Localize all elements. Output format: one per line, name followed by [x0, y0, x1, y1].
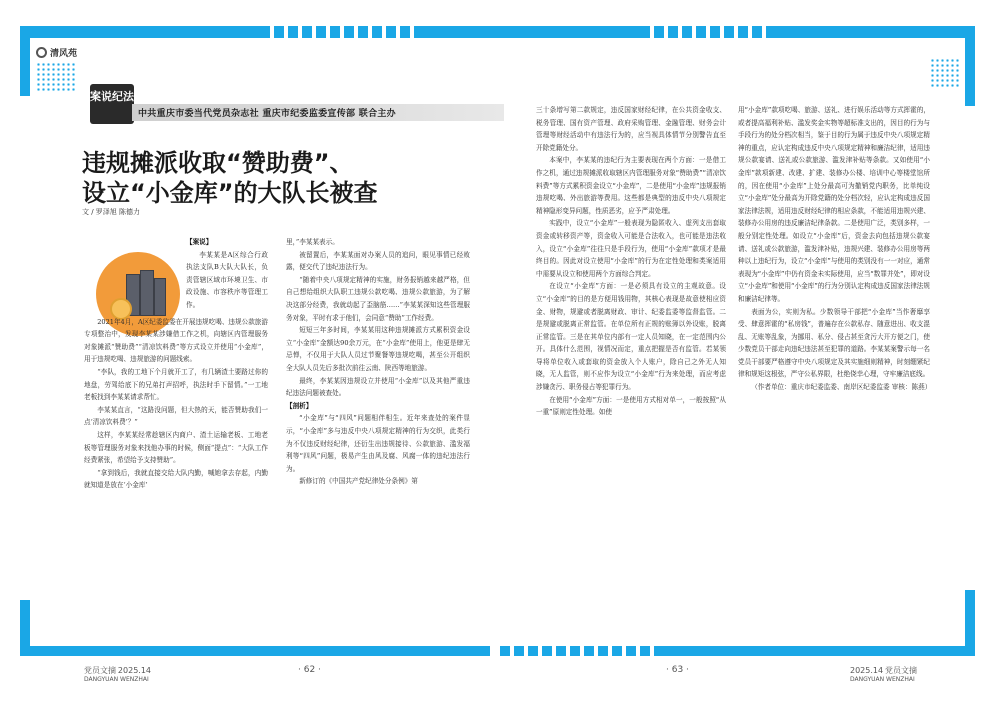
paragraph: 在设立“小金库”方面：一是必须具有设立的主观故意。设立“小金库”的目的是方便用钱用物，其核心表现是故意使相应资金、财物，规避或者脱离财政、审计、纪委监委等监督监管。二是规避或脱离正常监管。在单位所有正规的账簿以外设账，脱离正常监管。三是在其单位内部有一定人员知晓，在一定范围内公开。具体什么范围，视情况而定，重点把握是否有监管。若某领导将单位收入或套取的资金放入个人账户，除自己之外无人知晓，无人监管，则不应作为设立“小金库”行为来处理，而应考虑涉嫌贪污、职务侵占等犯罪行为。: [536, 282, 726, 392]
article-column-4: [738, 104, 930, 394]
footer-left-magazine: 党员文摘: [84, 666, 116, 675]
author-affiliation: （作者单位：重庆市纪委监委、南岸区纪委监委 审核：陈燕）: [751, 383, 932, 392]
frame-bottom-right-vert: [965, 590, 975, 656]
paragraph: 表面为公，实则为私。少数领导干部把“小金库”当作奢靡享受、肆意挥霍的“私房钱”，普遍存在公款私存、随意进出、收支混乱、无账等乱象，为挪用、私分、侵占甚至贪污大开方便之门，使少数党员干部走向违纪违法甚至犯罪的道路。李某某案警示每一名党员干部要严格遵守中央八项规定及其实施细则精神，时刻绷紧纪律和规矩这根弦，严守公私界限，杜绝侥幸心理，守牢廉洁底线。: [738, 307, 930, 379]
author-line: 文 / 罗泽旭 陈德力: [82, 208, 141, 216]
column-badge: 案说纪法: [90, 84, 134, 124]
paragraph: 三十条增写第二款规定，违反国家财经纪律，在公共资金收支、税务管理、国有资产管理、政府采购管理、金融管理、财务会计管理等财经活动中有违法行为的，应当视具体情节分别警告直至开除党籍处分。: [536, 106, 726, 152]
paragraph: 李某某直言，“这路没问题，但大热的天，能否赞助我们一点‘清凉饮料费’？”: [84, 405, 268, 427]
footer-right-issue: 2025.14: [850, 666, 884, 675]
paragraph: 这样，李某某经常趁辖区内商户、渣土运输老板、工地老板等管理服务对象来找他办事的时候，侧面“提点”：“大队工作经费紧张，希望给予支持赞助”。: [84, 430, 268, 465]
frame-bottom-bar-left: [20, 646, 490, 656]
article-column-1: [84, 236, 268, 492]
footer-right-subtitle: DANGYUAN WENZHAI: [850, 676, 915, 683]
frame-dots-tr: [930, 58, 960, 88]
paragraph: 本案中，李某某的违纪行为主要表现在两个方面：一是借工作之机，通过违规摊派收取辖区内管理服务对象“赞助费”“清凉饮料费”等方式累积资金设立“小金库”，二是使用“小金库”违规报销违规吃喝、外出旅游等费用。这些都是典型的违反中央八项规定精神隐形变异问题，性质恶劣，应予严肃处理。: [536, 156, 726, 215]
frame-right-bar: [965, 26, 975, 106]
frame-dots-tl: [36, 62, 76, 92]
paragraph: 短短三年多时间，李某某用这种违规摊派方式累积资金设立“小金库”金额达90余万元，在“小金库”使用上，他更是肆无忌惮，不仅用于大队人员过节聚餐等违规吃喝，甚至公开组织全大队人员先后多批次前往云南、陕西等地旅游。: [286, 326, 470, 372]
frame-top-stripe: [260, 26, 420, 38]
paragraph: 在使用“小金库”方面：一是使用方式相对单一，一般按照“从一重”原则定性处理。如使: [536, 395, 726, 417]
frame-bottom-stripe: [500, 646, 660, 656]
page-number-right: · 63 ·: [666, 665, 689, 675]
paragraph: 最终，李某某因违规设立并使用“小金库”以及其他严重违纪违法问题被查处。: [286, 376, 470, 398]
paragraph: “拿到钱后，我就直接交给大队内勤，喊她拿去存起，内勤就知道是放在‘小金库’: [84, 468, 268, 490]
frame-left-bar: [20, 26, 30, 96]
paragraph: “小金库”与“四风”问题相伴相生。近年来查处的案件显示，“小金库”多与违反中央八项规定精神的行为交织，此类行为不仅违反财经纪律，还衍生出违规接待、公款旅游、滥发福利等“四风”问题，极易产生由风及腐、风腐一体的违纪违法行为。: [286, 414, 470, 473]
paragraph: 2021年4月，A区纪委监委在开展违规吃喝、违规公款旅游专项整治中，发现李某某涉嫌借工作之机，向辖区内管理服务对象摊派“赞助费”“清凉饮料费”等方式设立并使用“小金库”，用于违规吃喝、违规旅游的问题线索。: [84, 317, 268, 364]
organizers-text: 中共重庆市委当代党员杂志社 重庆市纪委监委宣传部 联合主办: [138, 109, 396, 119]
paragraph: 李某某是A区综合行政执法支队B大队大队长，负责管辖区域市环境卫生、市政设施、市容秩序等管理工作。: [186, 250, 268, 309]
paragraph: 被留置后，李某某面对办案人员的追问，眼见事情已经败露，便交代了违纪违法行为。: [286, 250, 470, 272]
frame-bottom-left-vert: [20, 600, 30, 656]
title-line-2: 设立“小金库”的大队长被查: [82, 179, 378, 207]
footer-left-subtitle: DANGYUAN WENZHAI: [84, 676, 149, 683]
page-number-left: · 62 ·: [298, 665, 321, 675]
case-heading: 【案说】: [186, 238, 213, 246]
footer-left-issue: 2025.14: [117, 666, 152, 675]
paragraph: “随着中央八项规定精神的实施，财务报销越来越严格，但自己想给组织大队职工违规公款吃喝、违规公款旅游，为了解决这部分经费，我就动起了歪脑筋……”李某某深知这些管理服务对象，平时有求于他们，会同意“赞助”工作经费。: [286, 275, 470, 322]
footer-right-magazine: 党员文摘: [885, 666, 918, 675]
footer-right: [850, 665, 917, 683]
article-title: [82, 148, 378, 208]
section-logo-label: 清风苑: [50, 49, 78, 59]
frame-top-right-stripe: [640, 26, 770, 38]
paragraph: 实践中，设立“小金库”一般表现为隐匿收入、虚列支出套取资金或转移资产等，资金收入可能是合法收入，也可能是违法收入，设立“小金库”往往只是手段行为，使用“小金库”款项才是最终目的。因此对设立使用“小金库”的行为在定性处理和类案适用中需要从设立和使用两个方面综合判定。: [536, 219, 726, 278]
section-logo-icon: [36, 47, 47, 58]
paragraph: 用“小金库”款项吃喝、旅游、送礼、进行娱乐活动等方式挥霍的，或者提高福利补贴、滥发奖金实物等超标准支出的，因目的行为与手段行为的处分档次相当，鉴于目的行为属于违反中央八项规定精神的重点，应认定构成违反中央八项规定精神和廉洁纪律，适用违规公款宴请、送礼或公款旅游、滥发津补贴等条款。又如使用“小金库”款项新建、改建、扩建、装修办公楼、培训中心等楼堂馆所的，因在使用“小金库”上处分最高可为撤销党内职务，比单纯设立“小金库”处分最高为开除党籍的处分档次轻，应认定构成违反国家法律法规，适用违反财经纪律的相应条款，不能适用违规兴建、装修办公用房的违反廉洁纪律条款。二是使用广泛，类别多样，一般分别定性处理。如设立“小金库”后，资金去向包括违规公款宴请、送礼或公款旅游，滥发津补贴，违规兴建、装修办公用房等两种以上违纪行为，设立“小金库”与使用的类别没有一一对应，通常表现为“小金库”中仍有资金未实际使用，应当“数罪并处”，即对设立“小金库”和使用“小金库”的行为分别认定构成违反国家法律法规和廉洁纪律等。: [738, 106, 930, 303]
paragraph: 里，”李某某表示。: [286, 238, 339, 246]
footer-left: [84, 665, 151, 683]
section-logo: [36, 46, 77, 59]
paragraph: “李队，我的工地下个月就开工了，有几辆渣土要路过你的地盘，劳驾给底下的兄弟打声招呼，执法时手下留情。”一工地老板找到李某某请求帮忙。: [84, 367, 268, 402]
paragraph: 新修订的《中国共产党纪律处分条例》第: [299, 477, 418, 486]
title-line-1: 违规摊派收取“赞助费”、: [82, 149, 354, 177]
article-column-3: [536, 104, 726, 419]
analysis-heading: 【剖析】: [286, 401, 313, 410]
article-column-2: [286, 236, 470, 488]
